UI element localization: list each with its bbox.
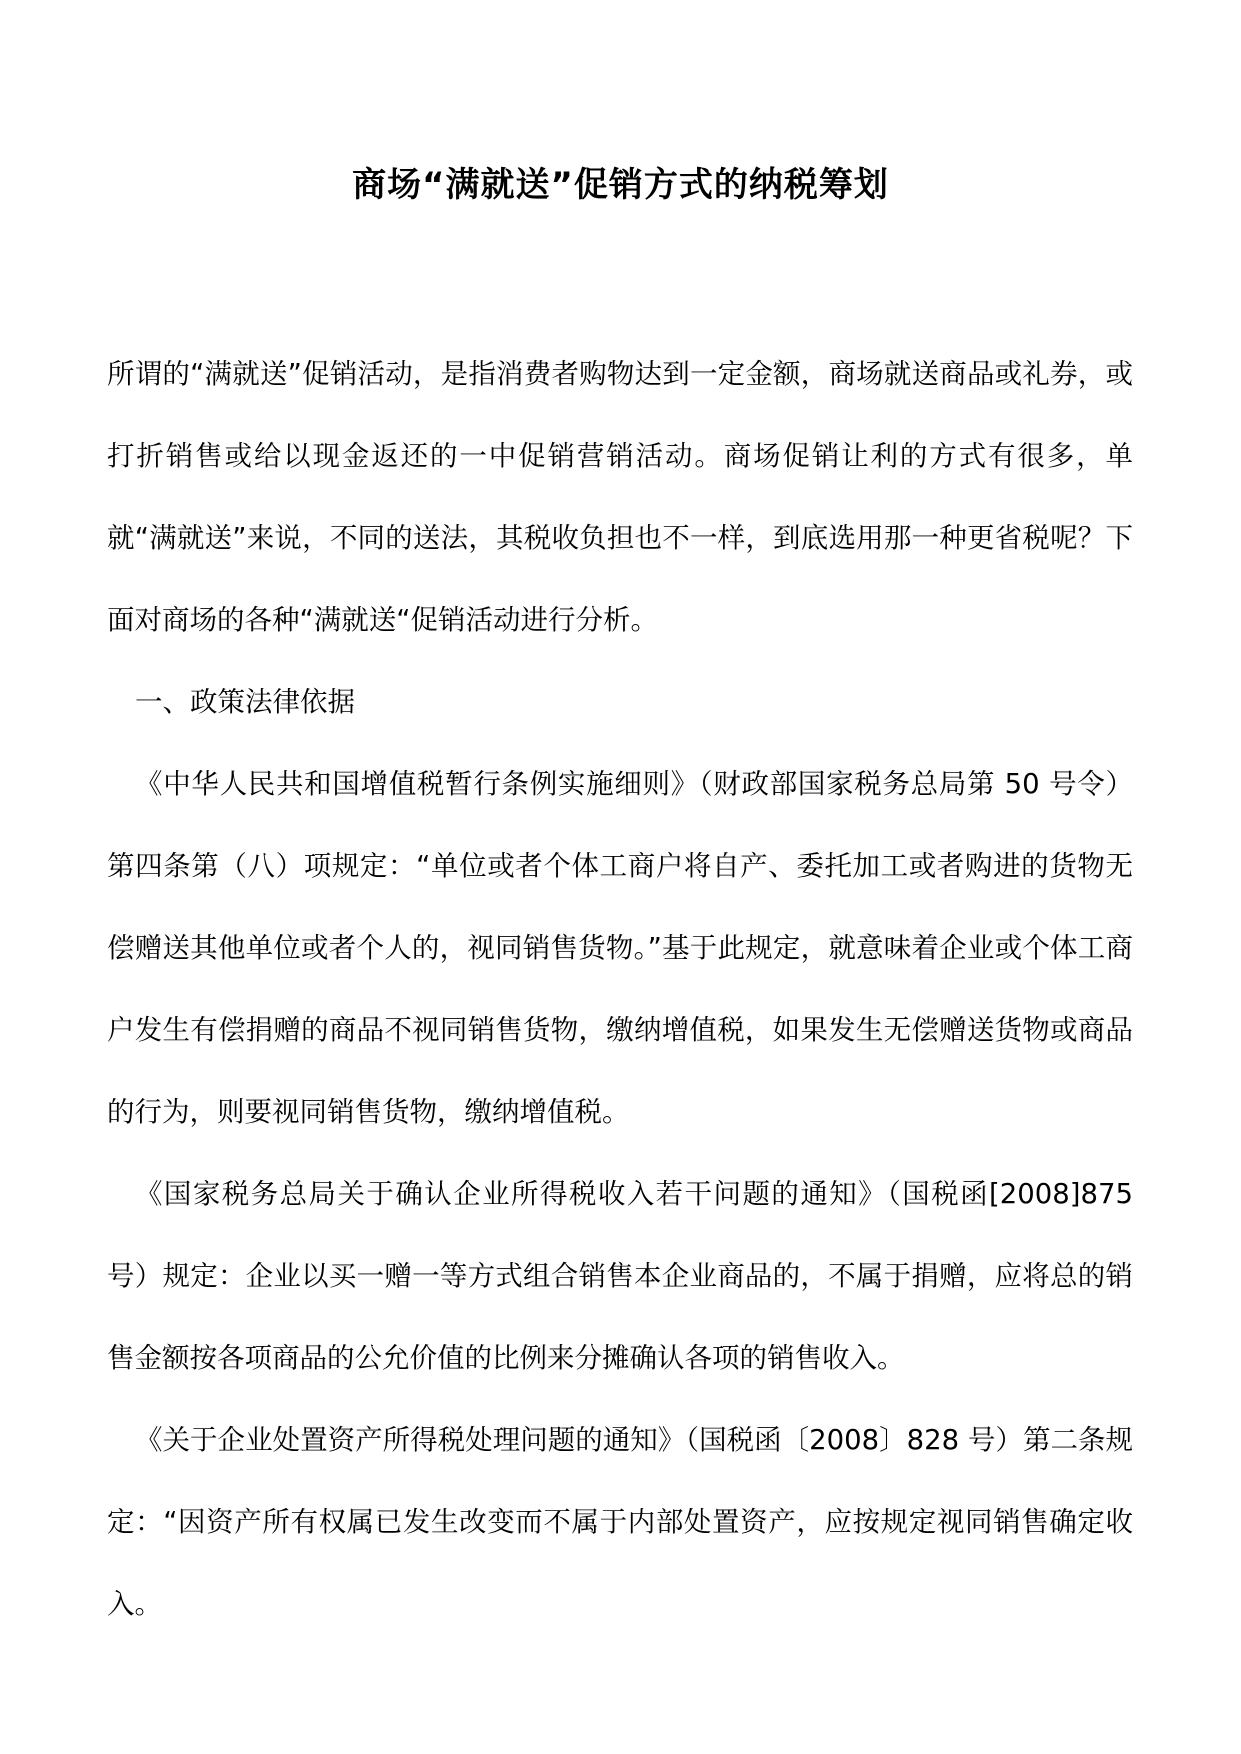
- paragraph-income-tax-notice-875: 《国家税务总局关于确认企业所得税收入若干问题的通知》（国税函[2008]875 号）规定：企业以买一赠一等方式组合销售本企业商品的，不属于捐赠，应将总的销售金额按各项商品的公允价值的比例来分摊确认各项的销售收入。: [107, 1178, 1133, 1374]
- section-heading-policy-basis: 一、政策法律依据: [135, 686, 355, 718]
- document-title: 商场“满就送”促销方式的纳税筹划: [352, 165, 889, 205]
- paragraph-asset-disposal-notice-828: 《关于企业处置资产所得税处理问题的通知》（国税函〔2008〕828 号）第二条规定：“因资产所有权属已发生改变而不属于内部处置资产，应按规定视同销售确定收入。: [107, 1424, 1133, 1620]
- intro-paragraph: 所谓的“满就送”促销活动，是指消费者购物达到一定金额，商场就送商品或礼券，或打折销售或给以现金返还的一中促销营销活动。商场促销让利的方式有很多，单就“满就送”来说，不同的送法，其税收负担也不一样，到底选用那一种更省税呢？下面对商场的各种“满就送“促销活动进行分析。: [107, 358, 1133, 636]
- paragraph-vat-regulation: 《中华人民共和国增值税暂行条例实施细则》（财政部国家税务总局第 50 号令）第四条第（八）项规定：“单位或者个体工商户将自产、委托加工或者购进的货物无偿赠送其他单位或者个人的，视同销售货物。”基于此规定，就意味着企业或个体工商户发生有偿捐赠的商品不视同销售货物，缴纳增值税，如果发生无偿赠送货物或商品的行为，则要视同销售货物，缴纳增值税。: [107, 768, 1133, 1128]
- document-body: [107, 333, 1133, 1645]
